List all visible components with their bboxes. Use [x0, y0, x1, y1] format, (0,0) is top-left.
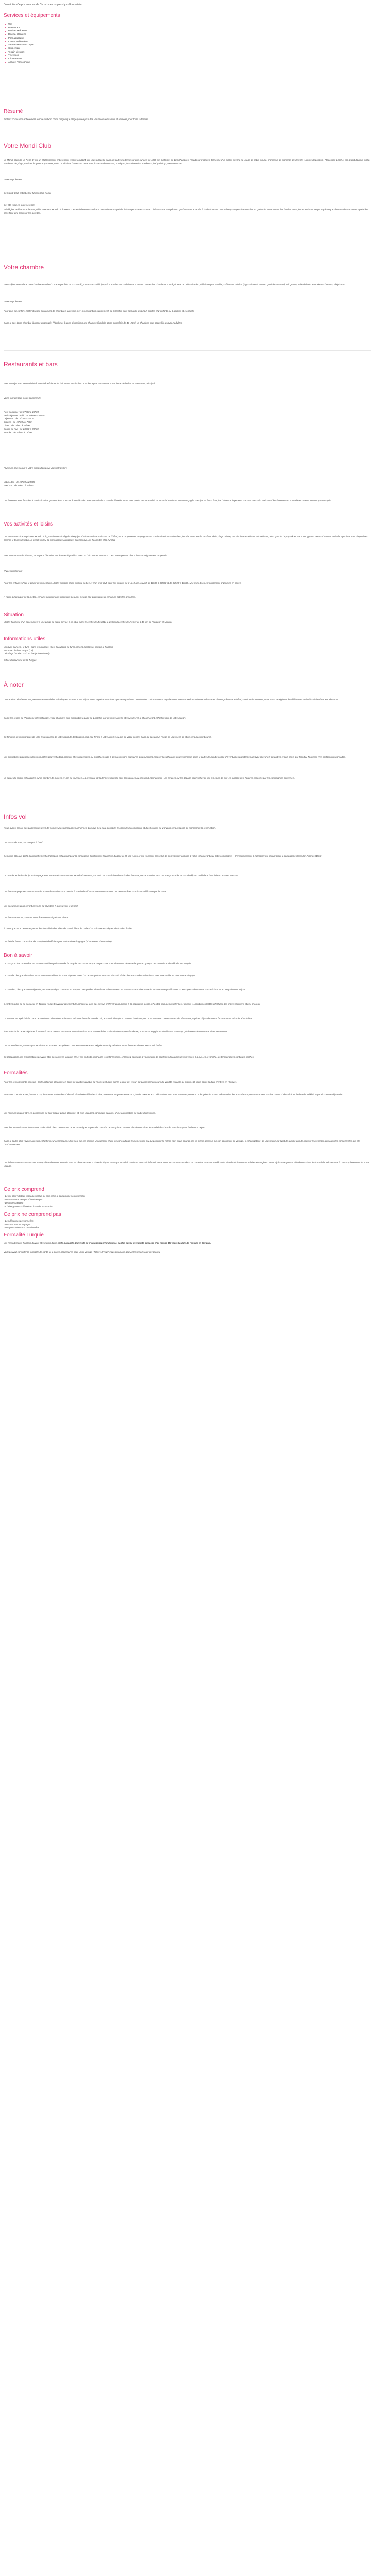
bar-item: Lobby Bar : de 10h00 à 23h00	[4, 481, 35, 483]
list-item: Wifi	[4, 23, 34, 26]
list-item: Parc aquatique	[4, 37, 34, 40]
room-note: *Avec supplément	[4, 300, 23, 303]
turkey-formalities-paragraph	[4, 1242, 371, 1245]
meal-item: Soupe de nuit : de 23h30 à 00h30	[4, 427, 39, 430]
activities-heading: Vos activités et loisirs	[4, 521, 53, 527]
restaurants-paragraph: Votre formule tout inclus comprend :	[4, 397, 41, 399]
list-item: - Les assurances voyages	[4, 1223, 31, 1226]
hotel-paragraph: Privilégiez la détente et la tranquillité avec nos Mondi Club Relax. Ces établissements offrent une ambiance apaisée, idéale pour se ressourcer. Libérez-vous et régénérez parfaitement adaptée à la destination. Une belle option pour les couples en quête de romantisme, les familles avec jeunes enfants, ou pour quiconque cherche des vacances agréables sans faire une croix sur les activités.	[4, 208, 368, 214]
list-item: Climatisation	[4, 57, 34, 61]
hotel-paragraph: Le Mondi Club SL La Perla 4* est un établissement entièrement rénové en 2024, qui vous accueille dans un cadre moderne sur une surface de 4800 m². Cet hôtel de 135 chambres, réparti sur 3 étages, bénéficie d'un accès direct à sa plage de sable privée, promesse de moments de détente. À votre disposition : Réception 24h/24, wifi gratuit dans le lobby, serviettes de plage, chaises longues et parasols, coin TV, chaises hautes au restaurant, location de voiture*, boutique*, blanchisserie*, médecin*, baby-sitting*, room service*.	[4, 159, 370, 165]
note-paragraph: En fonction de vos horaires de vols, le restaurant de votre hôtel de destination peut être fermé à votre arrivée ou lors de votre départ. Dans ce cas aucun repas ne vous sera dû et ne sera pas remboursé.	[4, 736, 212, 738]
note-paragraph: Les prestations proposées dans nos hôtels peuvent à tout moment être suspendues ou modifiées suite à des restrictions sanitaires qui pourraient imposer les différents gouvernements dans le cadre de la lutte contre d'éventuelles pandémies (de type Covid-19) ou autres et cela sans que Mondial Tourisme n'en soit tenu responsable.	[4, 756, 346, 758]
formalities-paragraph: Dans le cadre d'un voyage avec un enfant mineur accompagné d'un seul de ses parents uniquement et qui ne porterait pas le même nom, ou qui porterait le même nom mais n'aurait pas le même adresse sur son document de voyage, il est obligatoire de vous munir du livret de famille afin de pouvoir le présenter aux autorités compétentes lors de l'embarquement.	[4, 1140, 360, 1146]
tips-paragraph: Il est très facile de se déplacer en Turquie : vous trouverez aisément de nombreux taxis ou, si vous préférez vous joindre à la population locale, n'hésitez pas à emprunter les « dolmus », minibus collectifs effectuant des trajets réguliers et peu onéreux.	[4, 1003, 261, 1005]
tips-paragraph: Il est très facile de se déplacer à Istanbul. Vous pouvez emprunter un taxi mais si vous voulez éviter la circulation turque très dense, nous vous suggérons d'utiliser le tramway, qui dessert de nombreux sites touristiques.	[4, 1030, 228, 1033]
flight-paragraph: Depuis le 26 Mars 2023, l'enregistrement à l'aéroport est payant pour la compagnie SunExpress (franchise bagage et 20 kg) : Ainsi, il est vivement conseillé de s'enregistrer en ligne à votre vol en ayant par cette compagnie. – L'enregistrement à l'aéroport est payant pour la compagnie Corendon Airlines (15kg)	[4, 855, 322, 857]
tips-paragraph: La Turquie est spécialisée dans de nombreux domaines artisanaux tels que la confection de cuir, le travail du tapis ou encore la céramique. Vous trouverez toutes sortes de vêtements, tapis et objets de bonne facture à des prix très abordables.	[4, 1017, 253, 1020]
info-heading: Informations utiles	[4, 636, 46, 642]
includes-list	[4, 1195, 85, 1208]
activities-paragraph: Pour les enfants : Pour le plaisir de vos enfants, l'hôtel dispose d'une piscine dédiée et d'un mini-club pour les enfants de 3 à 12 ans, ouvert de 10h00 à 12h00 et de 14h00 à 17h00. Une mini-disco est également organisée en soirée.	[4, 582, 242, 584]
list-item: - Les taxes aéroport	[4, 1201, 25, 1205]
list-item: Terrain de sport	[4, 50, 34, 54]
meal-item: Dîner : de 19h00 à 21h00	[4, 424, 30, 427]
formalities-heading: Formalités	[4, 1070, 28, 1076]
services-heading: Services et équipements	[4, 13, 60, 19]
meal-item: Snacks : de 12h00 à 16h00	[4, 431, 32, 434]
flight-paragraph: À noter que vous devez respecter les formalités des villes de transit (dans le cadre d'un vol avec escale) et destination finale.	[4, 927, 132, 930]
meal-item: Petit-déjeuner tardif : de 10h00 à 10h30	[4, 414, 45, 417]
turkey-formalities-emphasis: carte nationale d'identité ou d'un passeport individuel dont la durée de validité dépasse d'au moins 150 jours la date de l'entrée en Turquie.	[57, 1242, 211, 1244]
turkey-formalities-lead: Les ressortissants français doivent être munis d'une	[4, 1242, 58, 1244]
list-item: Club enfant	[4, 47, 34, 50]
note-paragraph: La durée du séjour est calculée sur le nombre de nuitées et non de journées. La première et la dernière journée sont consacrées au transport international. Les arrivées ou les départs pourront avoir lieu en cours de nuit en fonction des horaires imposés par les compagnies aériennes.	[4, 777, 295, 779]
flight-paragraph: Les horaires proposés au moment de votre réservation sont donnés à titre indicatif et sont non contractuels. Ils peuvent être soumis à modification par la suite.	[4, 890, 167, 893]
list-item: Télévision	[4, 54, 34, 57]
list-item: Accueil Francophone	[4, 61, 34, 64]
note-heading: À noter	[4, 681, 24, 688]
situation-text: L'hôtel bénéficie d'un accès direct à une plage de sable privée. Il se situe dans le centre de Belddibi, à 15 km du centre de Kemer et à 45 km de l'aéroport d'Antalya.	[4, 621, 172, 623]
restaurants-paragraph: Plusieurs bars seront à votre disposition pour vous rafraîchir :	[4, 467, 67, 469]
flight-paragraph: Le premier et le dernier jour du voyage sont consacrés au transport. Mondial Tourisme, imposé par la maîtrise du choix des horaires, ne saurait être tenu pour responsable en cas de départ tardif dans la soirée ou arrivée matinale.	[4, 874, 239, 877]
flight-paragraph: Les repas de sont pas compris à bord.	[4, 841, 43, 844]
services-list	[4, 23, 34, 64]
formalities-paragraph: Pour les ressortissants français : carte nationale d'identité en cours de validité (valable au moins 150 jours après la date de retour) ou passeport en cours de validité (valable au moins 150 jours après la date d'entrée en Turquie).	[4, 1081, 237, 1083]
list-item: - Les transferts aéroport/hôtel/aéroport	[4, 1198, 44, 1201]
restaurants-paragraph: Pour un séjour en toute sérénité, vous bénéficierez de la formule tout inclus. Tous les repas sont servis sous forme de buffet au restaurant principal :	[4, 382, 156, 385]
resume-heading: Résumé	[4, 109, 23, 114]
hotel-note: *Avec supplément	[4, 178, 23, 181]
note-paragraph: Un transfert aller/retour est prévu entre votre hôtel et l'aéroport. Durant votre séjour, votre représentant francophone organisera une réunion d'information à laquelle nous vous conseillons vivement d'assister. Il vous présentera l'hôtel, son fonctionnement, mais aussi la région et les différentes activités à faire dans les alentours.	[4, 698, 339, 701]
info-line: Langues parlées : le turc - dans les grandes villes, beaucoup de turcs parlent l'anglais et parfois le français.	[4, 646, 114, 648]
restaurants-paragraph: Les boissons sont fournies à titre indicatif et peuvent être sources à modification avec préavis de la part de l'hôtelier et ne sont que la responsabilité de Mondial Tourisme en soit engagée. Les jus de fruits frais, les boissons importées, certains cocktails mais aussi les boissons en bouteille et canette ne sont pas compris.	[4, 499, 332, 502]
list-item: Sauna - Hammam - Spa	[4, 43, 34, 47]
meal-times	[4, 411, 44, 434]
tips-paragraph: En Cappadoce, les températures peuvent être très élevées en plein été et les endroits ombragés y sont très rares. N'hésitez donc pas à vous munir de bouteilles d'eau lors de vos visites. La nuit, en revanche, les températures sont plus fraîches.	[4, 1056, 254, 1058]
resume-text: Profitez d'un cadre entièrement rénové au bord d'une magnifique plage privée pour des vacances relaxantes et animées pour toute la famille.	[4, 118, 149, 121]
info-line: Office du tourisme de la Turquie	[4, 658, 37, 662]
tips-paragraph: Les mosquées ne peuvent pas se visiter au moment des prières. Une tenue correcte est exigée avant d'y pénétrer, et les femmes doivent se couvrir la tête.	[4, 1044, 163, 1047]
formalities-paragraph: Attention : Depuis le 1er janvier 2014, les cartes nationales d'identité sécurisées délivrées à des personnes majeures entre le 2 janvier 2004 et le 31 décembre 2013 sont automatiquement prolongées de 5 ans. Néanmoins, les autorités turques n'acceptent pas les cartes d'identité dont la date de validité apparaît comme dépassée.	[4, 1093, 343, 1096]
list-item: - Les dépenses personnelles	[4, 1219, 34, 1222]
list-item: Restaurant	[4, 26, 34, 30]
room-paragraph: Pour plus de confort, l'hôtel dispose également de chambres large vue mer moyennant un supplément. La chambre peut accueillir jusqu'à 2 adultes et 2 enfants ou 3 adultes et 1 enfants.	[4, 310, 195, 312]
list-item: Piscine extérieure	[4, 29, 34, 33]
meal-item: Déjeuner : de 12h30 à 14h00	[4, 417, 34, 420]
room-paragraph: Vous séjournerez dans une chambre standard d'une superficie de 23-28 m², pouvant accueillir jusqu'à 3 adultes ou 2 adultes et 1 enfant. Toutes les chambres sont équipées de : climatisation, télévision par satellite, coffre-fort, minibar (approvisionné en eau quotidiennement), wifi gratuit, salle de bain avec sèche-cheveux, téléphone*.	[4, 283, 346, 286]
info-line: Décalage horaire : +1h en été (+2h en hiver)	[4, 652, 50, 655]
list-item: Piscine intérieure	[4, 33, 34, 37]
hotel-label-text: Ce Mondi Club est labellisé Mondi Club Relax	[4, 192, 51, 194]
flight-heading: Infos vol	[4, 813, 27, 820]
activities-paragraph: Pour un moment de détente, en espace bien-être est à votre disposition avec un bain turc et un sauna. Des massages* et des soins* sont également proposés.	[4, 554, 168, 557]
activities-paragraph: À noter qu'au cœur de la météo, certains équipements extérieurs peuvent ne pas être praticables et certaines activités annulées.	[4, 596, 136, 598]
tips-paragraph: Le passport des mosquées est recommandé en présence de la Turquie, un certain temps de parcours. Les chasseurs de cette langue en groupe des Turquie et des détails en Turquie.	[4, 962, 191, 965]
flight-paragraph: Les documents vous seront envoyés au plus tard 7 jours avant le départ.	[4, 905, 78, 907]
excludes-list	[4, 1219, 39, 1230]
tips-paragraph: La parution, bien que non obligatoire, est une pratique courante en Turquie. Les guides, chauffeurs et bus ou encore serveurs seront heureux de recevoir une gratification, si leurs prestations vous ont satisfait tout au long de votre séjour.	[4, 988, 246, 991]
meal-item: Crêpes : de 12h00 à 17h00	[4, 420, 32, 423]
activities-note: *Avec supplément	[4, 570, 23, 572]
list-item: - Les prestations non mentionnées	[4, 1226, 40, 1229]
flight-paragraph: Les bébés (entre 0 et moins de 2 ans) ne bénéficient pas de franchise bagages (ni en soute ni en cabine).	[4, 940, 112, 943]
bar-item: Pool Bar : de 10h00 à 23h00	[4, 484, 34, 487]
list-item: Centre de bien-être	[4, 40, 34, 44]
activities-paragraph: Les animateurs francophones Mondi Club, parfaitement intégrés à l'équipe d'animation internationale de l'hôtel, vous proposeront un programme d'animation international en journée et en soirée. Profitez de la plage privée, des piscines extérieure et intérieure, ainsi que de l'aquapark et ses 3 toboggans. De nombreuses activités sportives sont disponibles comme le tennis de table, le beach-volley, la gymnastique aquatique, la pétanque, les fléchettes et la zumba.	[4, 535, 368, 541]
formalities-paragraph: Pour les ressortissants d'une autre nationalité : il est nécessaire de se renseigner auprès du consulat de Turquie en France afin de connaître les modalités d'entrée dans le pays et la date du départ.	[4, 1126, 206, 1129]
note-paragraph: Selon les règles de l'hôtellerie internationale, votre chambre sera disponible à partir de 14h00 le jour de votre arrivée et vous devrez la libérer avant 12h00 le jour de votre départ.	[4, 717, 186, 719]
includes-heading: Ce prix comprend	[4, 1187, 44, 1192]
formalities-paragraph: Les mineurs doivent être en possession de leur propre pièce d'identité, et, s'ils voyagent sans leurs parents, d'une autorisation de sortie du territoire.	[4, 1112, 156, 1114]
flight-paragraph: Nous avons conclu des partenariats avec de nombreuses compagnies aériennes. Lorsque cela sera possible, le choix de la compagnie et des horaires de vol vous sera proposé au moment de la réservation.	[4, 827, 216, 829]
tips-heading: Bon à savoir	[4, 953, 32, 958]
tips-paragraph: Le paradis des grandes villes. Nous vous conseillons de vous déplacer avec l'un de nos guides en toute sécurité. Évitez les sacs à dos volumineux pour une meilleure découverte du pays.	[4, 974, 196, 977]
flight-paragraph: Les horaires retour pourront vous être communiqués sur place.	[4, 916, 69, 919]
bar-times	[4, 481, 35, 487]
list-item: - Le vol aller / Retour (bagages inclus ou non selon la compagnie sélectionnée)	[4, 1195, 85, 1197]
info-line: Monnaie : la livre turque (LT)	[4, 649, 34, 652]
room-heading: Votre chambre	[4, 264, 44, 271]
hotel-subtitle: Cet été vivre en toute sérénité.	[4, 204, 36, 206]
turkey-formalities-paragraph: Voici pouvez consulter la formalité de santé et la police nécessaires pour votre voyage : https%3A%2Fwww.diplomatie.gouv.fr/fr/conseils-aux-voyageurs/	[4, 1251, 160, 1253]
excludes-heading: Ce prix ne comprend pas	[4, 1212, 61, 1217]
list-item: - L'hébergement à l'hôtel en formule "tout inclus"	[4, 1205, 54, 1208]
hotel-heading: Votre Mondi Club	[4, 142, 52, 149]
room-paragraph: Dans le cas d'une chambre à usage quadruple, l'hôtel met à votre disposition une chambre familiale d'une superficie de 42-45m². La chambre peut accueillir jusqu'à 4 adultes.	[4, 321, 183, 324]
info-list	[4, 646, 113, 662]
situation-heading: Situation	[4, 612, 24, 618]
turkey-formalities-heading: Formalité Turquie	[4, 1232, 44, 1238]
intro-caption: Description Ce prix comprend / Ce prix ne comprend pas Formalités	[4, 3, 82, 6]
formalities-paragraph: Les informations ci-dessus sont susceptibles d'évoluer entre la date de réservation et la date de départ sans que Mondial Tourisme n'en soit informé. Nous vous recommandons donc de consulter avant votre départ le site du ministère des Affaires étrangères : www.diplomatie.gouv.fr afin de connaître les formalités nécessaires à l'accomplissement de votre voyage.	[4, 1161, 369, 1167]
meal-item: Petit-déjeuner : de 07h00 à 10h00	[4, 411, 39, 413]
divider	[4, 350, 371, 351]
restaurants-heading: Restaurants et bars	[4, 361, 58, 368]
